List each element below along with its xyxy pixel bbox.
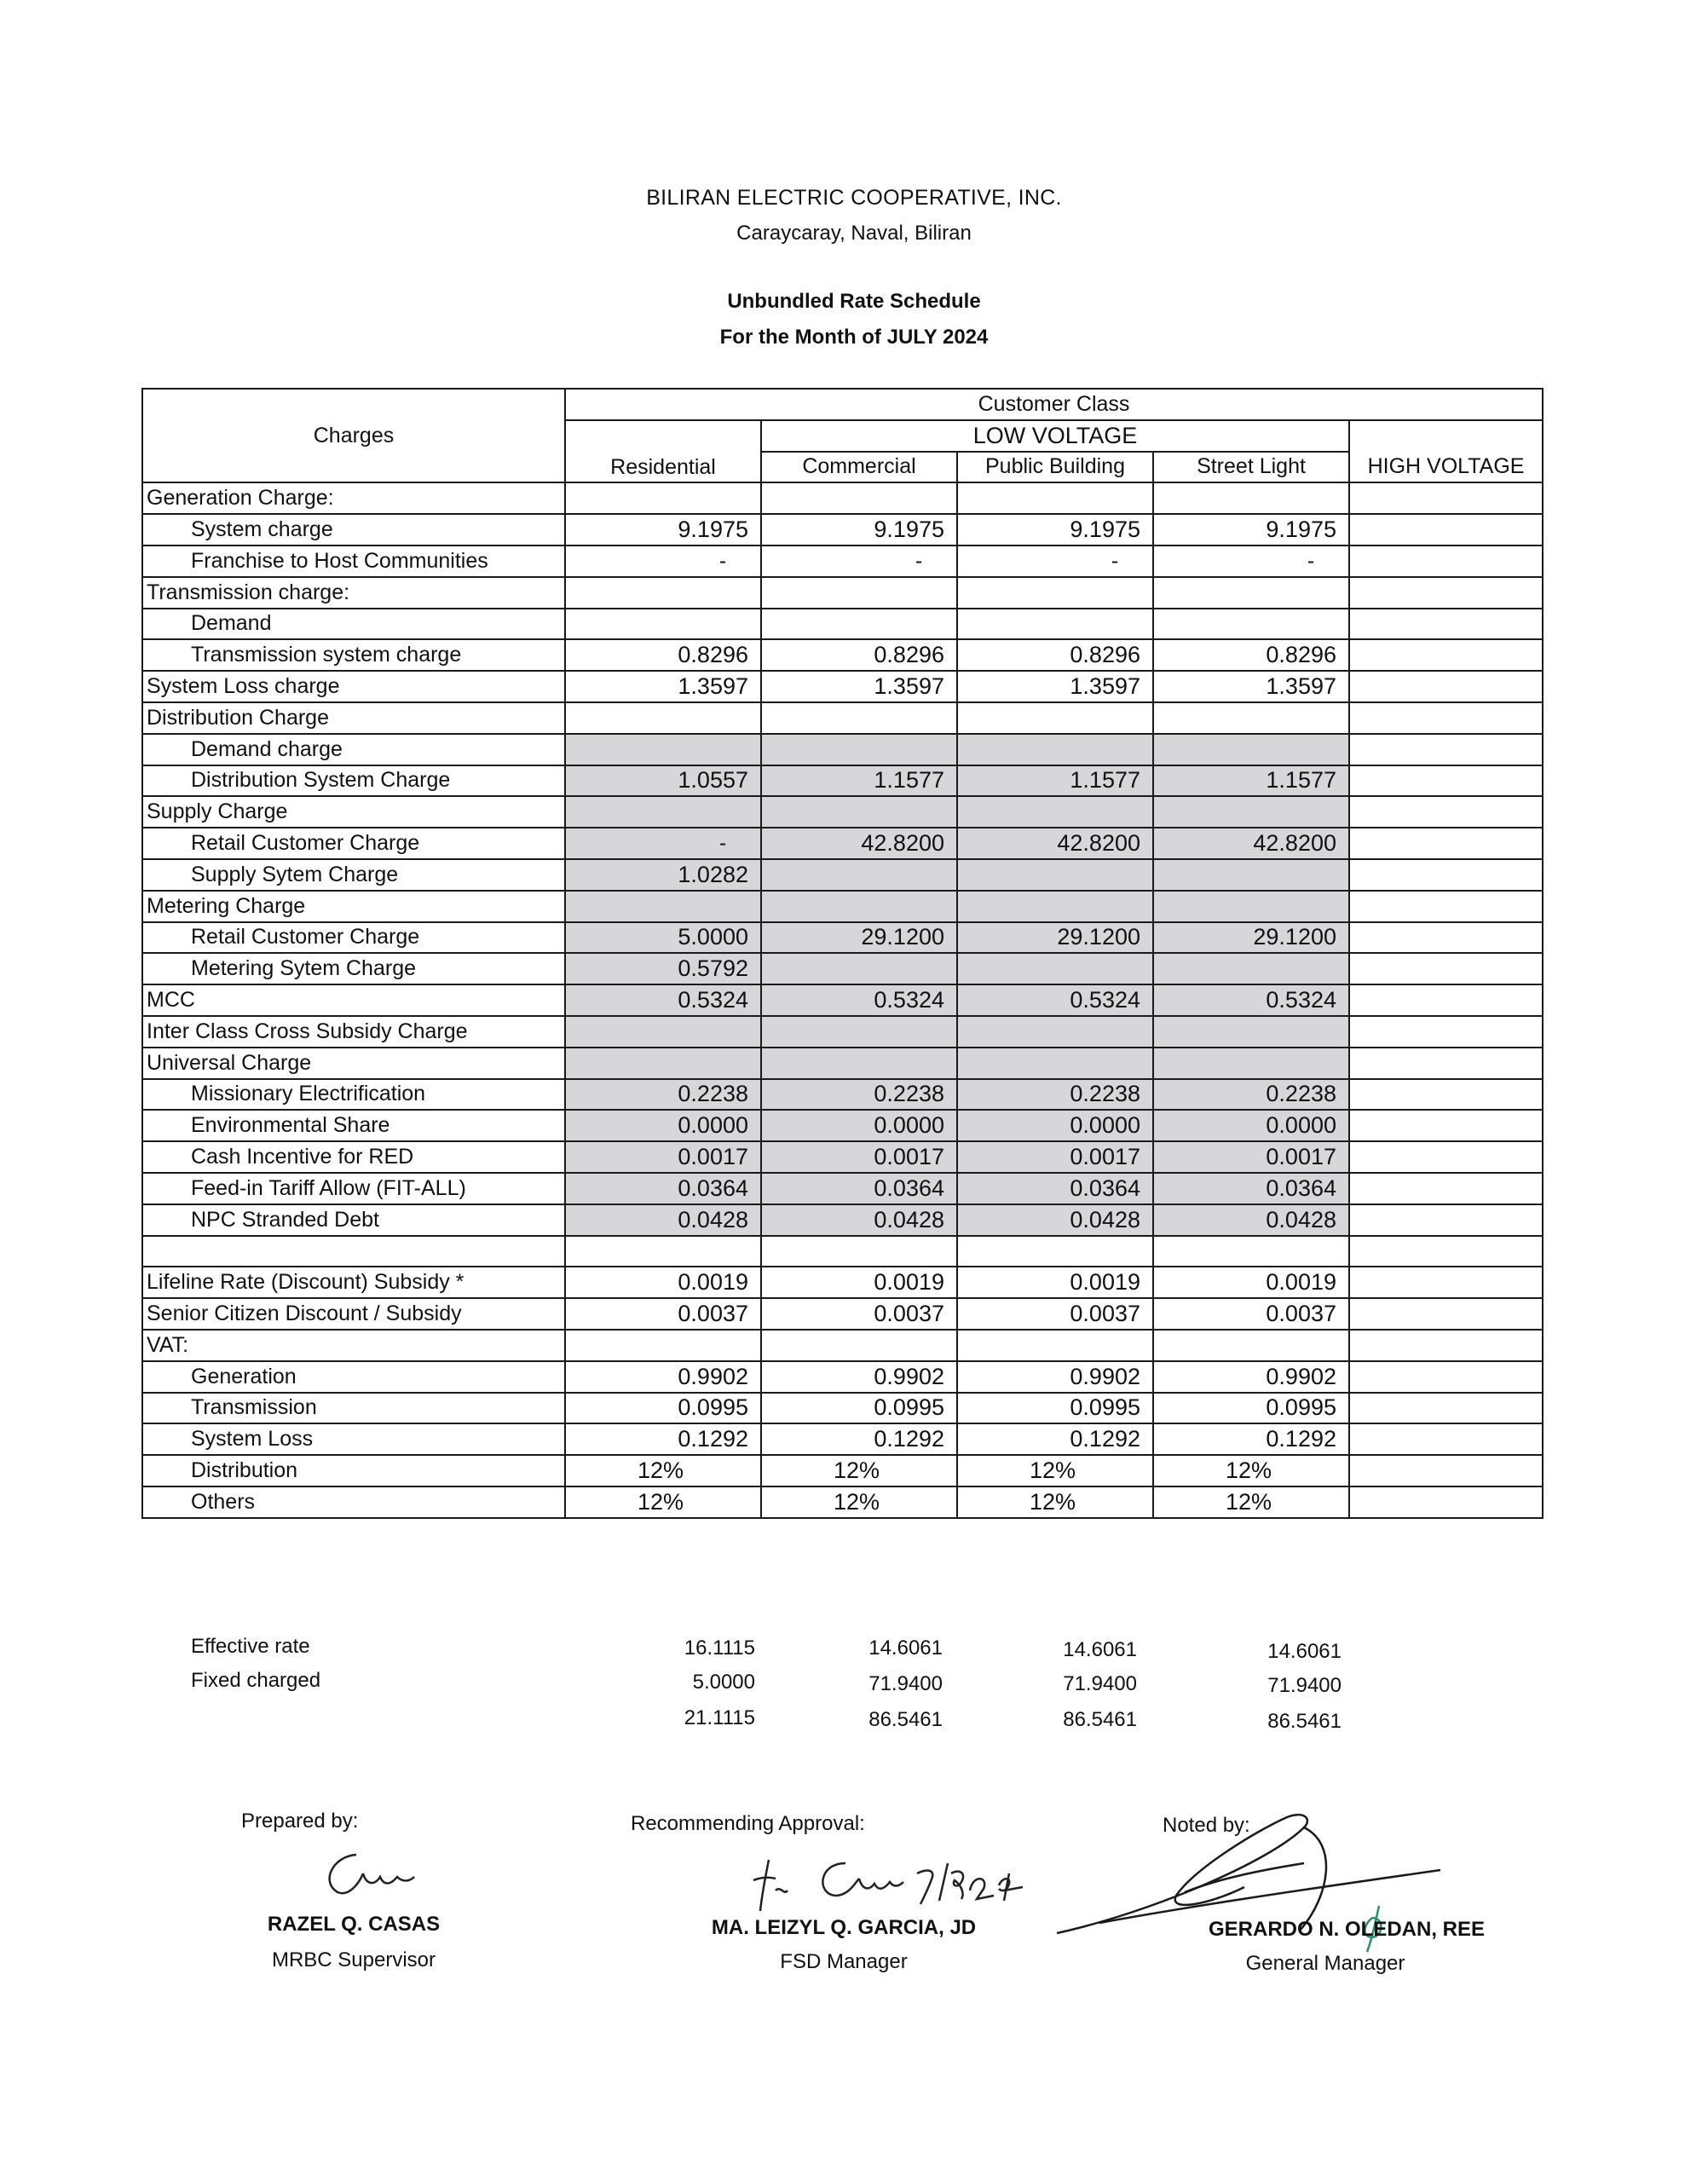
rate-cell-street-light: 0.0037 [1153, 1298, 1349, 1330]
rate-cell-street-light: 0.2238 [1153, 1079, 1349, 1111]
rate-cell-public-building: 1.3597 [957, 671, 1153, 702]
charge-label: Generation Charge: [142, 482, 565, 514]
rate-cell-residential: 0.0019 [565, 1267, 761, 1298]
table-row [142, 891, 1543, 922]
rate-cell-public-building: 0.5324 [957, 984, 1153, 1016]
charge-label: Transmission [142, 1393, 565, 1424]
table-row [142, 577, 1543, 609]
rate-cell-street-light: 0.0017 [1153, 1141, 1349, 1173]
total-residential: 21.1115 [684, 1706, 755, 1729]
rate-cell-commercial: 0.1292 [761, 1423, 957, 1455]
rate-cell-commercial [761, 609, 957, 640]
rate-cell-commercial [761, 796, 957, 828]
table-row [142, 1361, 1543, 1393]
company-name: BILIRAN ELECTRIC COOPERATIVE, INC. [646, 186, 1062, 210]
rate-cell-public-building: 0.2238 [957, 1079, 1153, 1111]
rate-cell-street-light [1153, 1016, 1349, 1048]
rate-cell-street-light: 12% [1153, 1486, 1349, 1518]
rate-cell-high-voltage [1349, 1423, 1543, 1455]
rate-cell-commercial: - [761, 546, 957, 577]
total-public-building: 86.5461 [1063, 1708, 1137, 1731]
rate-cell-public-building: 0.0364 [957, 1173, 1153, 1204]
rate-cell-high-voltage [1349, 1236, 1543, 1267]
rate-cell-high-voltage [1349, 639, 1543, 671]
charge-label: NPC Stranded Debt [142, 1204, 565, 1236]
prepared-by-title: MRBC Supervisor [271, 1948, 436, 1971]
charge-label: Distribution Charge [142, 702, 565, 734]
charge-label: Senior Citizen Discount / Subsidy [142, 1298, 565, 1330]
rate-cell-commercial: 0.0037 [761, 1298, 957, 1330]
charge-label: Retail Customer Charge [142, 922, 565, 954]
charge-label: System Loss [142, 1423, 565, 1455]
table-row [142, 828, 1543, 859]
table-row [142, 734, 1543, 765]
charge-label: System charge [142, 514, 565, 546]
rate-cell-public-building [957, 577, 1153, 609]
rate-cell-street-light [1153, 577, 1349, 609]
rate-cell-street-light: 0.0000 [1153, 1110, 1349, 1141]
charge-label: Feed-in Tariff Allow (FIT-ALL) [142, 1173, 565, 1204]
charge-label: MCC [142, 984, 565, 1016]
column-header-commercial: Commercial [761, 452, 957, 483]
rate-cell-public-building: 12% [957, 1486, 1153, 1518]
table-row [142, 609, 1543, 640]
charge-label: Universal Charge [142, 1048, 565, 1079]
table-row [142, 1393, 1543, 1424]
prepared-signature-icon [315, 1848, 418, 1908]
charge-label: Metering Charge [142, 891, 565, 922]
rate-cell-street-light: 1.3597 [1153, 671, 1349, 702]
rate-cell-high-voltage [1349, 922, 1543, 954]
table-row [142, 1204, 1543, 1236]
table-row [142, 1173, 1543, 1204]
rate-cell-commercial [761, 1016, 957, 1048]
rate-cell-high-voltage [1349, 1110, 1543, 1141]
high-voltage-header: HIGH VOLTAGE [1349, 452, 1543, 483]
rate-cell-street-light: 0.5324 [1153, 984, 1349, 1016]
rate-cell-street-light: 0.0364 [1153, 1173, 1349, 1204]
rate-cell-street-light: 0.9902 [1153, 1361, 1349, 1393]
rate-cell-street-light: 0.0428 [1153, 1204, 1349, 1236]
rate-cell-street-light: - [1153, 546, 1349, 577]
rate-cell-residential: 0.0037 [565, 1298, 761, 1330]
rate-cell-public-building [957, 1016, 1153, 1048]
table-row [142, 546, 1543, 577]
rate-cell-street-light: 0.0019 [1153, 1267, 1349, 1298]
rate-cell-high-voltage [1349, 1455, 1543, 1486]
fixed-charged-label: Fixed charged [191, 1669, 321, 1692]
charge-label: System Loss charge [142, 671, 565, 702]
total-commercial: 86.5461 [868, 1708, 943, 1731]
rate-cell-public-building: 0.0995 [957, 1393, 1153, 1424]
rate-cell-residential [565, 702, 761, 734]
table-row [142, 702, 1543, 734]
rate-cell-street-light [1153, 859, 1349, 891]
rate-cell-commercial [761, 734, 957, 765]
rate-cell-residential: 1.0557 [565, 765, 761, 797]
rate-cell-public-building: 9.1975 [957, 514, 1153, 546]
rate-cell-residential: 0.8296 [565, 639, 761, 671]
rate-cell-commercial: 0.0019 [761, 1267, 957, 1298]
rate-cell-street-light [1153, 1048, 1349, 1079]
rate-cell-commercial: 0.0000 [761, 1110, 957, 1141]
rate-cell-residential [565, 577, 761, 609]
rate-cell-residential [565, 734, 761, 765]
rate-cell-residential: - [565, 546, 761, 577]
rate-cell-public-building [957, 702, 1153, 734]
rate-cell-commercial: 0.0995 [761, 1393, 957, 1424]
rate-cell-public-building [957, 796, 1153, 828]
rate-cell-residential: 12% [565, 1486, 761, 1518]
rate-cell-public-building: 0.0000 [957, 1110, 1153, 1141]
table-row [142, 796, 1543, 828]
noted-by-title: General Manager [1245, 1952, 1405, 1975]
rate-cell-street-light [1153, 1236, 1349, 1267]
rate-cell-residential: 0.0000 [565, 1110, 761, 1141]
table-row [142, 1236, 1543, 1267]
rate-cell-high-voltage [1349, 984, 1543, 1016]
rate-cell-commercial: 1.1577 [761, 765, 957, 797]
rate-cell-high-voltage [1349, 1330, 1543, 1361]
table-row [142, 765, 1543, 797]
rate-cell-residential: 0.0364 [565, 1173, 761, 1204]
rate-cell-public-building: 0.0019 [957, 1267, 1153, 1298]
rate-cell-commercial [761, 1048, 957, 1079]
rate-cell-commercial: 0.2238 [761, 1079, 957, 1111]
company-address: Caraycaray, Naval, Biliran [736, 222, 972, 245]
rate-cell-public-building: 12% [957, 1455, 1153, 1486]
rate-cell-street-light: 0.1292 [1153, 1423, 1349, 1455]
rate-cell-commercial: 0.5324 [761, 984, 957, 1016]
low-voltage-header: LOW VOLTAGE [761, 420, 1349, 452]
rate-cell-residential: - [565, 828, 761, 859]
charge-label: Environmental Share [142, 1110, 565, 1141]
table-row [142, 639, 1543, 671]
column-header-public-building: Public Building [957, 452, 1153, 483]
rate-cell-high-voltage [1349, 577, 1543, 609]
column-header-residential: Residential [565, 420, 761, 483]
rate-cell-high-voltage [1349, 796, 1543, 828]
rate-cell-high-voltage [1349, 671, 1543, 702]
rate-cell-residential: 0.0017 [565, 1141, 761, 1173]
rate-cell-residential [565, 1236, 761, 1267]
table-row [142, 1330, 1543, 1361]
rate-cell-commercial [761, 577, 957, 609]
rate-cell-public-building [957, 891, 1153, 922]
rate-cell-residential: 9.1975 [565, 514, 761, 546]
rate-cell-high-voltage [1349, 1267, 1543, 1298]
rate-cell-street-light [1153, 953, 1349, 984]
document-period: For the Month of JULY 2024 [719, 326, 989, 349]
charge-label: Transmission charge: [142, 577, 565, 609]
rate-cell-commercial: 0.0017 [761, 1141, 957, 1173]
rate-cell-street-light [1153, 482, 1349, 514]
rate-cell-commercial: 12% [761, 1486, 957, 1518]
rate-cell-commercial: 9.1975 [761, 514, 957, 546]
charge-label: Metering Sytem Charge [142, 953, 565, 984]
charge-label: Retail Customer Charge [142, 828, 565, 859]
rate-cell-high-voltage [1349, 1204, 1543, 1236]
charge-label: Distribution System Charge [142, 765, 565, 797]
recommending-approval-label: Recommending Approval: [631, 1812, 865, 1835]
charge-label: Generation [142, 1361, 565, 1393]
rate-cell-street-light [1153, 891, 1349, 922]
rate-cell-residential [565, 1016, 761, 1048]
rate-cell-high-voltage [1349, 546, 1543, 577]
charge-label: Inter Class Cross Subsidy Charge [142, 1016, 565, 1048]
charge-label: Transmission system charge [142, 639, 565, 671]
recommending-approval-name: MA. LEIZYL Q. GARCIA, JD [711, 1916, 977, 1939]
table-row [142, 922, 1543, 954]
rate-cell-street-light: 12% [1153, 1455, 1349, 1486]
rate-cell-public-building: 29.1200 [957, 922, 1153, 954]
rate-cell-commercial: 0.0364 [761, 1173, 957, 1204]
rate-cell-residential [565, 482, 761, 514]
rate-cell-street-light [1153, 1330, 1349, 1361]
rate-cell-residential: 0.9902 [565, 1361, 761, 1393]
rate-cell-commercial [761, 891, 957, 922]
effective-rate-street-light: 14.6061 [1267, 1640, 1342, 1663]
customer-class-header: Customer Class [565, 389, 1543, 420]
column-header-street-light: Street Light [1153, 452, 1349, 483]
recommending-signature-icon [750, 1851, 1040, 1919]
effective-rate-public-building: 14.6061 [1063, 1638, 1137, 1661]
charge-label: Supply Charge [142, 796, 565, 828]
fixed-charged-public-building: 71.9400 [1063, 1672, 1137, 1695]
table-row [142, 859, 1543, 891]
charge-label: Distribution [142, 1455, 565, 1486]
rate-cell-high-voltage [1349, 514, 1543, 546]
rate-cell-commercial [761, 482, 957, 514]
rate-cell-street-light [1153, 609, 1349, 640]
rate-cell-high-voltage [1349, 734, 1543, 765]
rate-cell-high-voltage [1349, 828, 1543, 859]
table-row [142, 1048, 1543, 1079]
rate-cell-commercial: 29.1200 [761, 922, 957, 954]
charge-label: Supply Sytem Charge [142, 859, 565, 891]
rate-cell-public-building [957, 482, 1153, 514]
table-row [142, 1298, 1543, 1330]
rate-cell-residential: 1.3597 [565, 671, 761, 702]
rate-cell-public-building [957, 953, 1153, 984]
table-row [142, 1079, 1543, 1111]
rate-cell-commercial: 1.3597 [761, 671, 957, 702]
rate-cell-high-voltage [1349, 1486, 1543, 1518]
table-row [142, 1267, 1543, 1298]
rate-cell-public-building [957, 734, 1153, 765]
rate-cell-commercial: 0.8296 [761, 639, 957, 671]
charge-label [142, 1236, 565, 1267]
rate-cell-public-building [957, 1330, 1153, 1361]
table-row [142, 1110, 1543, 1141]
rate-cell-commercial [761, 953, 957, 984]
rate-cell-public-building: - [957, 546, 1153, 577]
rate-cell-residential: 0.0995 [565, 1393, 761, 1424]
table-row [142, 514, 1543, 546]
charge-label: Lifeline Rate (Discount) Subsidy * [142, 1267, 565, 1298]
charge-label: VAT: [142, 1330, 565, 1361]
total-street-light: 86.5461 [1267, 1710, 1342, 1733]
table-row [142, 671, 1543, 702]
charge-label: Missionary Electrification [142, 1079, 565, 1111]
rate-cell-residential: 0.1292 [565, 1423, 761, 1455]
noted-by-name: GERARDO N. OLEDAN, REE [1208, 1918, 1486, 1941]
rate-cell-public-building: 0.0428 [957, 1204, 1153, 1236]
rate-cell-high-voltage [1349, 1141, 1543, 1173]
rate-cell-street-light [1153, 796, 1349, 828]
charge-label: Demand [142, 609, 565, 640]
effective-rate-label: Effective rate [191, 1635, 310, 1658]
rate-cell-street-light: 29.1200 [1153, 922, 1349, 954]
rate-cell-residential [565, 609, 761, 640]
prepared-by-label: Prepared by: [241, 1810, 359, 1833]
rate-cell-street-light: 42.8200 [1153, 828, 1349, 859]
rate-cell-residential: 0.5792 [565, 953, 761, 984]
fixed-charged-residential: 5.0000 [692, 1671, 755, 1694]
rate-cell-residential: 12% [565, 1455, 761, 1486]
rate-cell-commercial: 12% [761, 1455, 957, 1486]
table-row [142, 1016, 1543, 1048]
effective-rate-commercial: 14.6061 [868, 1636, 943, 1660]
rate-cell-public-building [957, 1048, 1153, 1079]
rate-cell-public-building: 0.8296 [957, 639, 1153, 671]
noted-by-label: Noted by: [1163, 1814, 1250, 1837]
rate-cell-street-light: 9.1975 [1153, 514, 1349, 546]
charge-label: Franchise to Host Communities [142, 546, 565, 577]
rate-cell-residential: 1.0282 [565, 859, 761, 891]
effective-rate-residential: 16.1115 [684, 1636, 755, 1660]
fixed-charged-commercial: 71.9400 [868, 1672, 943, 1695]
rate-cell-high-voltage [1349, 891, 1543, 922]
rate-cell-high-voltage [1349, 1173, 1543, 1204]
rate-cell-high-voltage [1349, 953, 1543, 984]
rate-cell-residential [565, 796, 761, 828]
rate-cell-public-building: 1.1577 [957, 765, 1153, 797]
rate-cell-high-voltage [1349, 609, 1543, 640]
table-row [142, 1141, 1543, 1173]
rate-cell-residential: 0.0428 [565, 1204, 761, 1236]
rate-cell-public-building: 0.0037 [957, 1298, 1153, 1330]
rate-cell-commercial [761, 1330, 957, 1361]
rate-cell-residential: 0.2238 [565, 1079, 761, 1111]
prepared-by-name: RAZEL Q. CASAS [267, 1913, 441, 1936]
charge-label: Cash Incentive for RED [142, 1141, 565, 1173]
rate-cell-high-voltage [1349, 702, 1543, 734]
rate-cell-public-building [957, 609, 1153, 640]
rate-cell-street-light: 1.1577 [1153, 765, 1349, 797]
rate-schedule-table [141, 388, 1544, 1519]
high-voltage-spacer [1349, 420, 1543, 452]
table-row [142, 482, 1543, 514]
rate-cell-high-voltage [1349, 765, 1543, 797]
rate-cell-public-building: 42.8200 [957, 828, 1153, 859]
table-row [142, 1455, 1543, 1486]
document-title: Unbundled Rate Schedule [727, 290, 981, 313]
table-row [142, 984, 1543, 1016]
rate-cell-commercial [761, 1236, 957, 1267]
rate-cell-high-voltage [1349, 1016, 1543, 1048]
table-row [142, 1423, 1543, 1455]
rate-cell-public-building: 0.0017 [957, 1141, 1153, 1173]
rate-cell-public-building: 0.1292 [957, 1423, 1153, 1455]
rate-cell-commercial [761, 702, 957, 734]
rate-cell-residential [565, 1048, 761, 1079]
charges-header: Charges [142, 389, 565, 482]
rate-cell-residential [565, 1330, 761, 1361]
rate-cell-residential: 5.0000 [565, 922, 761, 954]
table-row [142, 1486, 1543, 1518]
rate-cell-street-light: 0.0995 [1153, 1393, 1349, 1424]
rate-cell-street-light [1153, 702, 1349, 734]
rate-cell-residential: 0.5324 [565, 984, 761, 1016]
rate-cell-street-light [1153, 734, 1349, 765]
rate-cell-high-voltage [1349, 1298, 1543, 1330]
recommending-approval-title: FSD Manager [780, 1950, 908, 1973]
rate-cell-high-voltage [1349, 859, 1543, 891]
rate-cell-public-building: 0.9902 [957, 1361, 1153, 1393]
table-row [142, 953, 1543, 984]
rate-cell-commercial: 0.9902 [761, 1361, 957, 1393]
fixed-charged-street-light: 71.9400 [1267, 1674, 1342, 1697]
rate-cell-high-voltage [1349, 1079, 1543, 1111]
rate-cell-public-building [957, 859, 1153, 891]
charge-label: Demand charge [142, 734, 565, 765]
rate-cell-commercial: 0.0428 [761, 1204, 957, 1236]
charge-label: Others [142, 1486, 565, 1518]
rate-cell-residential [565, 891, 761, 922]
rate-cell-commercial: 42.8200 [761, 828, 957, 859]
rate-cell-high-voltage [1349, 1048, 1543, 1079]
rate-cell-high-voltage [1349, 482, 1543, 514]
rate-cell-street-light: 0.8296 [1153, 639, 1349, 671]
rate-cell-high-voltage [1349, 1393, 1543, 1424]
rate-cell-high-voltage [1349, 1361, 1543, 1393]
rate-cell-commercial [761, 859, 957, 891]
rate-cell-public-building [957, 1236, 1153, 1267]
